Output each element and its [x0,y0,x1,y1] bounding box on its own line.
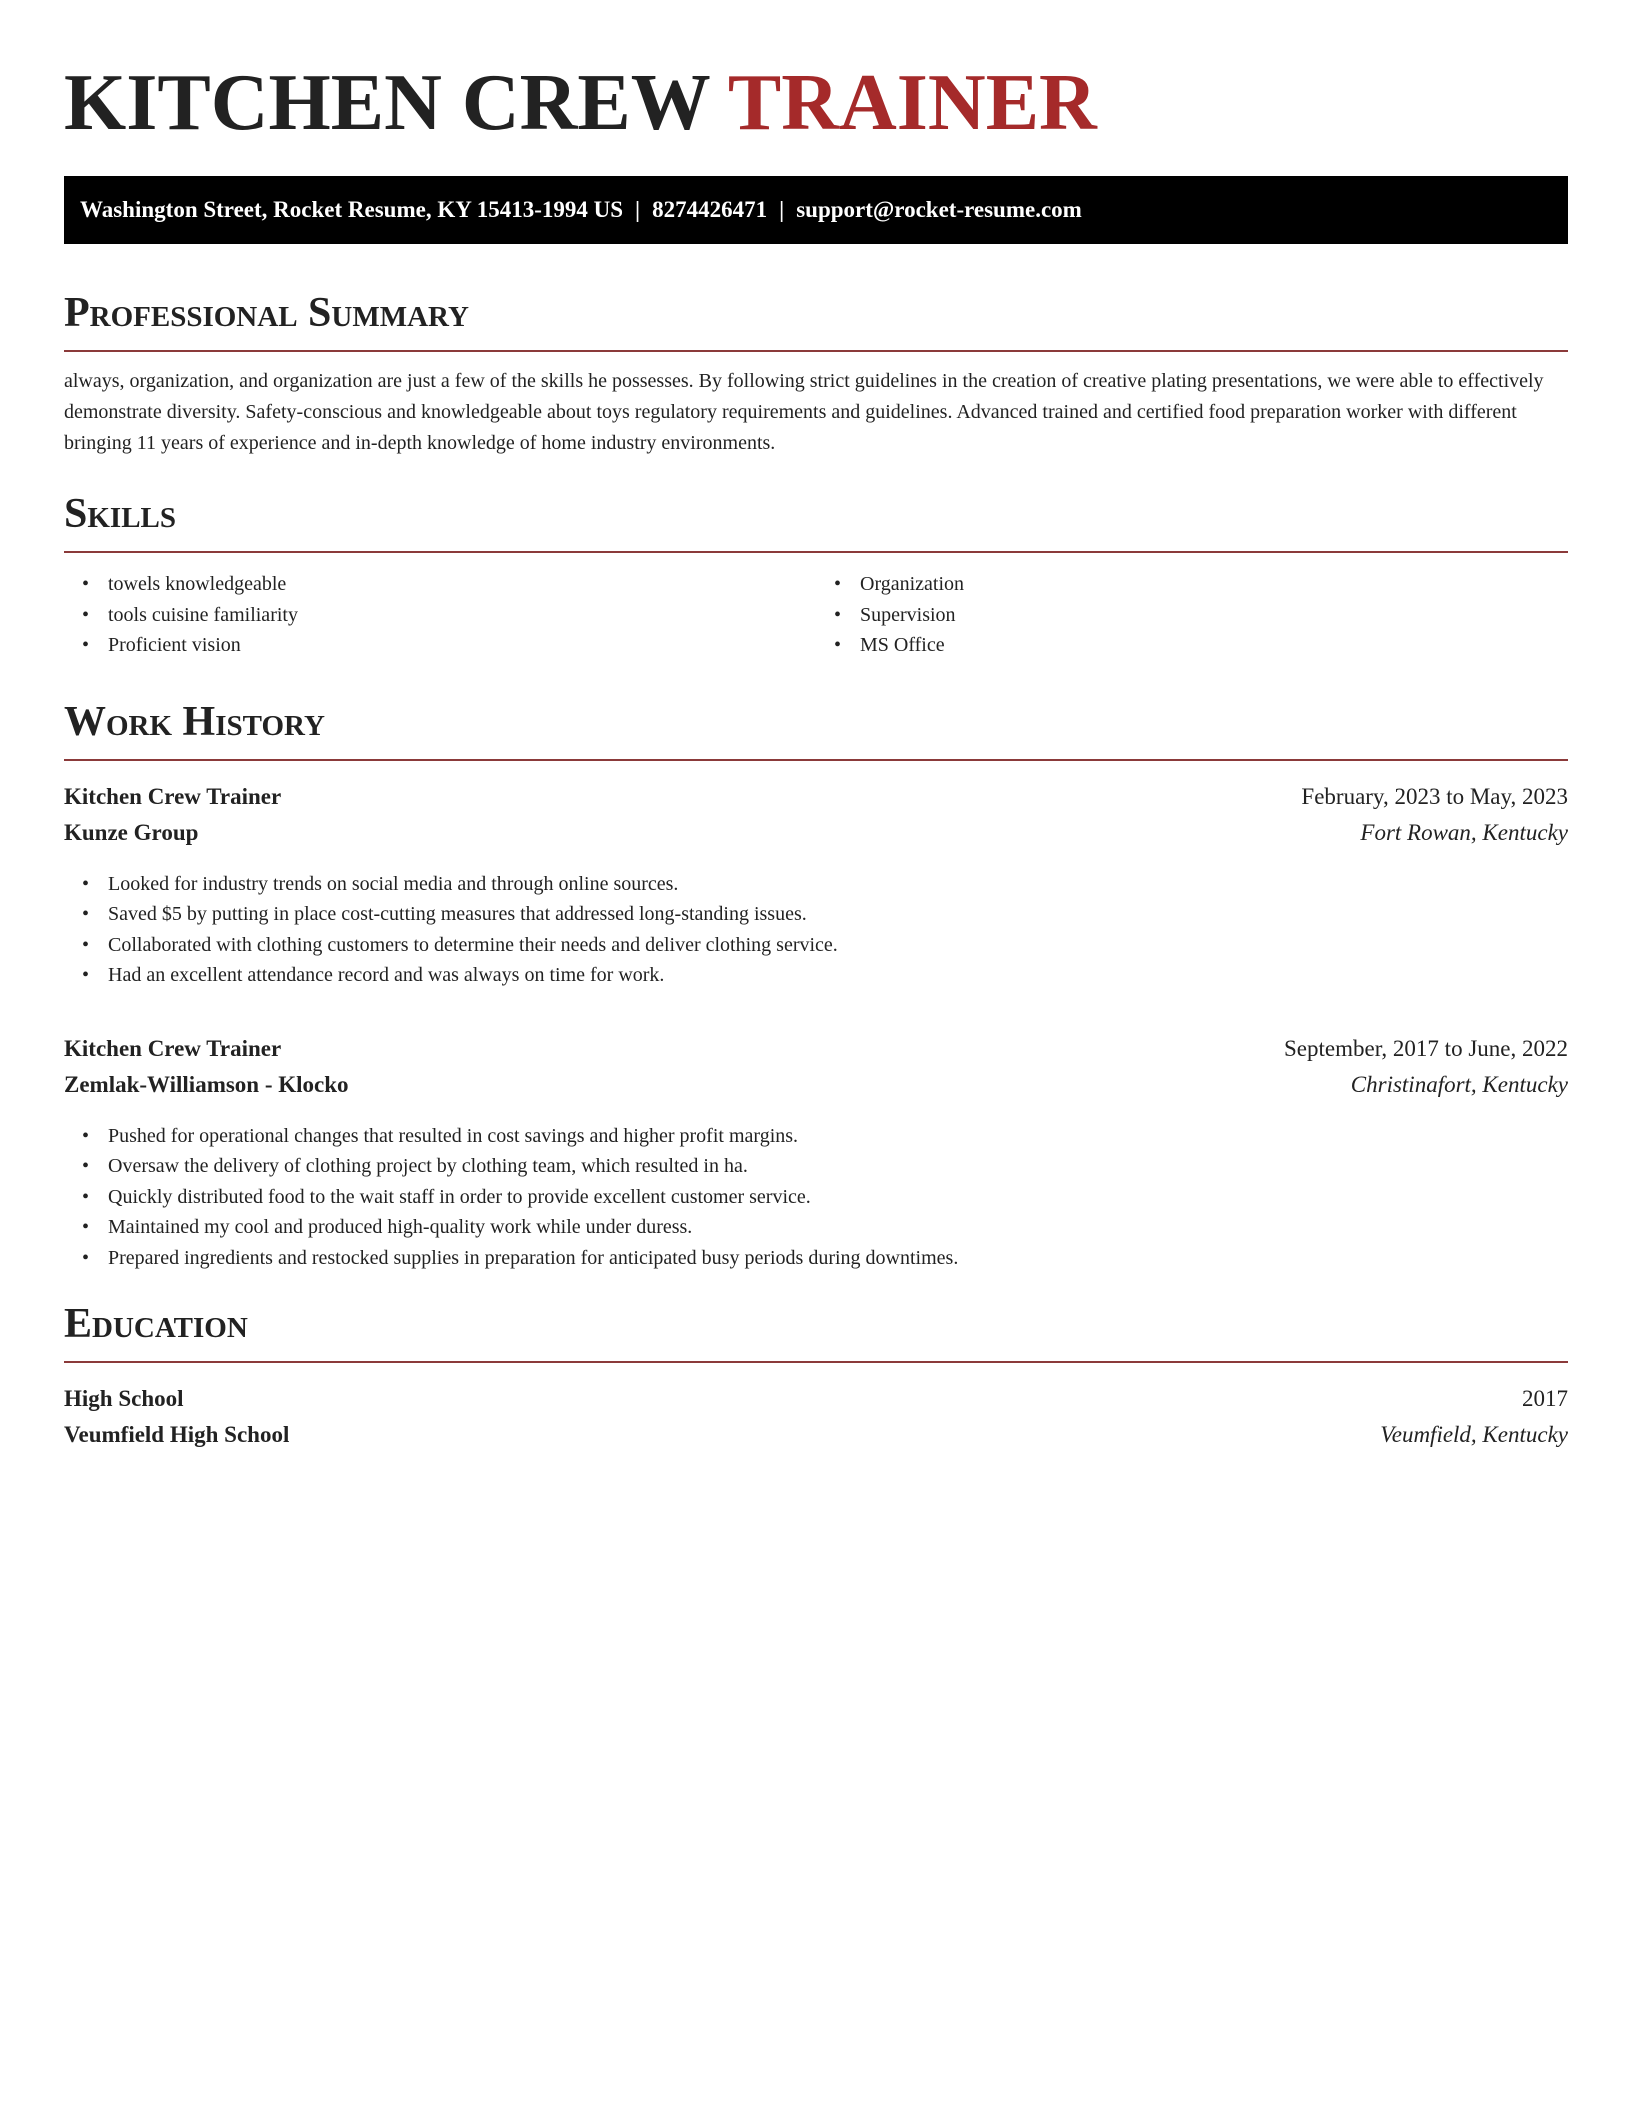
name-main: KITCHEN CREW [64,59,710,147]
contact-address: Washington Street, Rocket Resume, KY 15413-1994 US [80,197,624,222]
education-school-row [64,1417,1568,1453]
skills-column-left [64,569,816,661]
section-divider [64,759,1568,761]
job-bullet: • Collaborated with clothing customers to determine their needs and deliver clothing service. [108,930,1568,961]
section-title-education: Education [64,1301,248,1347]
section-divider [64,1361,1568,1363]
skills-section [64,485,1568,661]
contact-separator: | [635,197,641,222]
education-section [64,1295,1568,1453]
job-dates: September, 2017 to June, 2022 [1284,1035,1568,1061]
job-header-row [64,779,1568,815]
section-title-work: Work History [64,698,325,745]
contact-separator: | [779,197,785,222]
skills-column-right [816,569,1568,661]
skill-item: • Organization [860,569,1568,600]
contact-email[interactable]: support@rocket-resume.com [796,197,1082,222]
summary-text: always, organization, and organization are just a few of the skills he possesses. By following strict guidelines in the creation of creative plating presentations, we were able to effectively demonstrate diversity. Safety-conscious and knowledgeable about toys regulatory requirements and guidelines. Advanced trained and certified food preparation worker with different bringing 11 years of experience and in-depth knowledge of home industry environments. [64,370,1544,454]
job-entry [64,779,1568,991]
professional-summary-section [64,284,1568,459]
job-bullet: • Maintained my cool and produced high-quality work while under duress. [108,1212,1568,1243]
job-title: Kitchen Crew Trainer [64,783,282,809]
section-divider [64,350,1568,352]
education-location: Veumfield, Kentucky [1380,1422,1568,1447]
job-company: Zemlak-Williamson - Klocko [64,1071,349,1097]
job-bullet: • Pushed for operational changes that resulted in cost savings and higher profit margins. [108,1121,1568,1152]
job-location: Fort Rowan, Kentucky [1360,819,1568,845]
job-bullet: • Looked for industry trends on social media and through online sources. [108,869,1568,900]
skill-item: • tools cuisine familiarity [108,600,816,631]
section-divider [64,551,1568,553]
education-year: 2017 [1522,1386,1568,1411]
job-bullet: • Had an excellent attendance record and was always on time for work. [108,960,1568,991]
skill-item: • Proficient vision [108,630,816,661]
job-bullet: • Saved $5 by putting in place cost-cutting measures that addressed long-standing issues. [108,899,1568,930]
resume-name [64,48,1568,158]
job-bullets [64,1121,1568,1274]
section-title-summary: Professional Summary [64,290,469,336]
section-title-skills: Skills [64,491,177,537]
job-location: Christinafort, Kentucky [1350,1071,1568,1097]
job-bullet: • Quickly distributed food to the wait staff in order to provide excellent customer service. [108,1182,1568,1213]
skill-item: • towels knowledgeable [108,569,816,600]
contact-bar [64,176,1568,244]
education-degree: High School [64,1386,184,1411]
job-company-row [64,1067,1568,1103]
job-title: Kitchen Crew Trainer [64,1035,282,1061]
job-company: Kunze Group [64,819,199,845]
job-header-row [64,1031,1568,1067]
job-dates: February, 2023 to May, 2023 [1301,783,1568,809]
skill-item: • MS Office [860,630,1568,661]
contact-phone[interactable]: 8274426471 [652,197,768,222]
job-bullet: • Prepared ingredients and restocked supplies in preparation for anticipated busy periods during downtimes. [108,1243,1568,1274]
work-history-section [64,693,1568,1274]
job-entry [64,1031,1568,1274]
name-accent: TRAINER [727,59,1097,147]
job-bullet: • Oversaw the delivery of clothing project by clothing team, which resulted in ha. [108,1151,1568,1182]
education-entry [64,1381,1568,1453]
education-degree-row [64,1381,1568,1417]
skill-item: • Supervision [860,600,1568,631]
job-company-row [64,815,1568,851]
job-bullets [64,869,1568,991]
skills-grid [64,569,1568,661]
education-school: Veumfield High School [64,1422,290,1447]
